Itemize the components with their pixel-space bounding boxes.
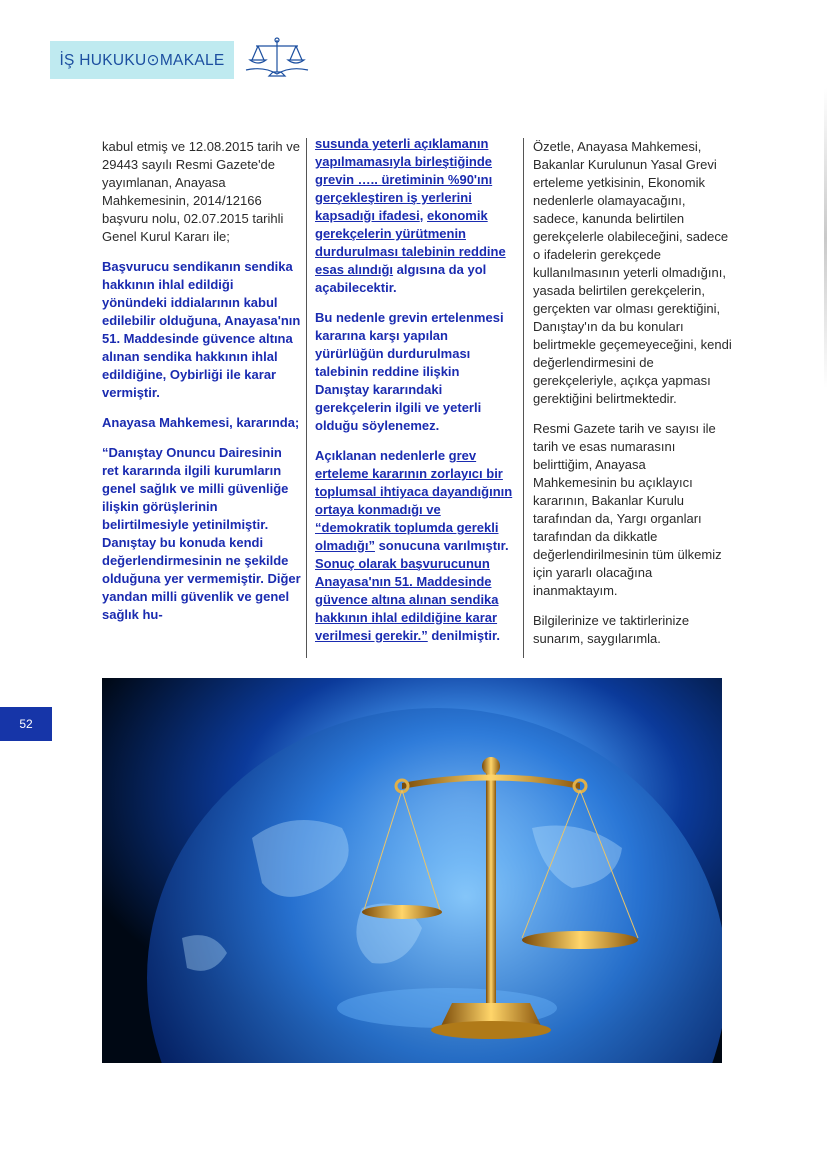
section-header bbox=[50, 41, 234, 79]
text-run: , bbox=[419, 208, 427, 223]
text-column-1 bbox=[102, 138, 302, 636]
page-number-tab bbox=[0, 707, 52, 741]
text-run: algısına da yol açabilecektir. bbox=[315, 262, 487, 295]
text-run: sonucuna varılmıştır. bbox=[374, 538, 509, 553]
text-column-2 bbox=[315, 135, 515, 657]
paragraph bbox=[315, 135, 515, 297]
paragraph bbox=[315, 447, 515, 645]
underlined-emphasis: ekonomik gerekçelerin yürütmenin durdurulması talebinin reddine esas alındığı bbox=[315, 208, 506, 277]
underlined-emphasis: Sonuç olarak başvurucunun Anayasa'nın 51. Maddesinde güvence altına alınan sendika hakkının ihlal edildiğine karar verilmesi gerekir.” bbox=[315, 556, 499, 643]
paragraph: “Danıştay Onuncu Dairesinin ret kararında ilgili kurumların genel sağlık ve milli güvenliğe ilişkin görüşlerinin belirtilmesiyle yetinilmiştir. Danıştay bu konuda kendi değerlendirmesinin ne şekilde olduğuna yer vermemiştir. Diğer yandan milli güvenlik ve genel sağlık hu- bbox=[102, 445, 301, 622]
golden-scales-over-globe-image bbox=[102, 678, 722, 1063]
text-column-3 bbox=[533, 138, 733, 660]
column-divider-1 bbox=[306, 138, 307, 658]
paragraph bbox=[315, 309, 515, 435]
paragraph: Özetle, Anayasa Mahkemesi, Bakanlar Kurulunun Yasal Grevi erteleme yetkisinin, Ekonomik nedenlerle olamayacağını, sadece, kanunda belirtilen gerekçelerle olabileceğini, sadece o ifadelerin gerekçede kullanılmasının yeterli olmadığını, yasada belirtilen gerekçelerin, gerçekten var olması gerektiğini, Danıştay'ın da bu konuları belirtmekle geçemeyeceğini, kendi değerlendirmesini de gerekçeleriyle, açıkça yapması gerektiğini belirtmektedir. bbox=[533, 139, 732, 406]
paragraph: Bilgilerinize ve taktirlerinize sunarım, saygılarımla. bbox=[533, 613, 690, 646]
scales-of-justice-icon bbox=[244, 36, 310, 80]
underlined-emphasis: grev erteleme kararının zorlayıcı bir toplumsal ihtiyaca dayandığının ortaya konmadığı ve “demokratik toplumda gerekli olmadığı” bbox=[315, 448, 513, 553]
column-divider-2 bbox=[523, 138, 524, 658]
text-run: denilmiştir. bbox=[427, 628, 500, 643]
page-number: 52 bbox=[19, 717, 33, 731]
paragraph: Resmi Gazete tarih ve sayısı ile tarih ve esas numarasını belirttiğim, Anayasa Mahkemesinin bu açıklayıcı kararının, Bakanlar Kurulu tarafından da, Yargı organları tarafından da dikkatle değerlendirilmesinin tüm ülkemiz için yararlı olacağına inanmaktayım. bbox=[533, 421, 722, 598]
text-run: Açıklanan nedenlerle bbox=[315, 448, 449, 463]
paragraph: kabul etmiş ve 12.08.2015 tarih ve 29443 sayılı Resmi Gazete'de yayımlanan, Anayasa Mahkemesinin, 2014/12166 başvuru nolu, 02.07.2015 tarihli Genel Kurul Kararı ile; bbox=[102, 139, 301, 244]
paragraph: Anayasa Mahkemesi, kararında; bbox=[102, 415, 300, 430]
text-run: Bu nedenle grevin ertelenmesi kararına karşı yapılan yürürlüğün durdurulması talebinin reddine ilişkin Danıştay kararındaki gerekçelerin ilgili ve yeterli olduğu söylenemez. bbox=[315, 310, 504, 433]
underlined-emphasis: susunda yeterli açıklamanın yapılmamasıyla birleştiğinde grevin ….. üretiminin %90'ını gerçekleştiren iş yerlerini kapsadığı ifadesi bbox=[315, 136, 493, 223]
paragraph: Başvurucu sendikanın sendika hakkının ihlal edildiği yönündeki iddialarının kabul edilebilir olduğuna, Anayasa'nın 51. Maddesinde güvence altına alınan sendika hakkının ihlal edildiğine, Oybirliği ile karar vermiştir. bbox=[102, 259, 301, 400]
section-label: İŞ HUKUKU⊙MAKALE bbox=[59, 51, 225, 69]
